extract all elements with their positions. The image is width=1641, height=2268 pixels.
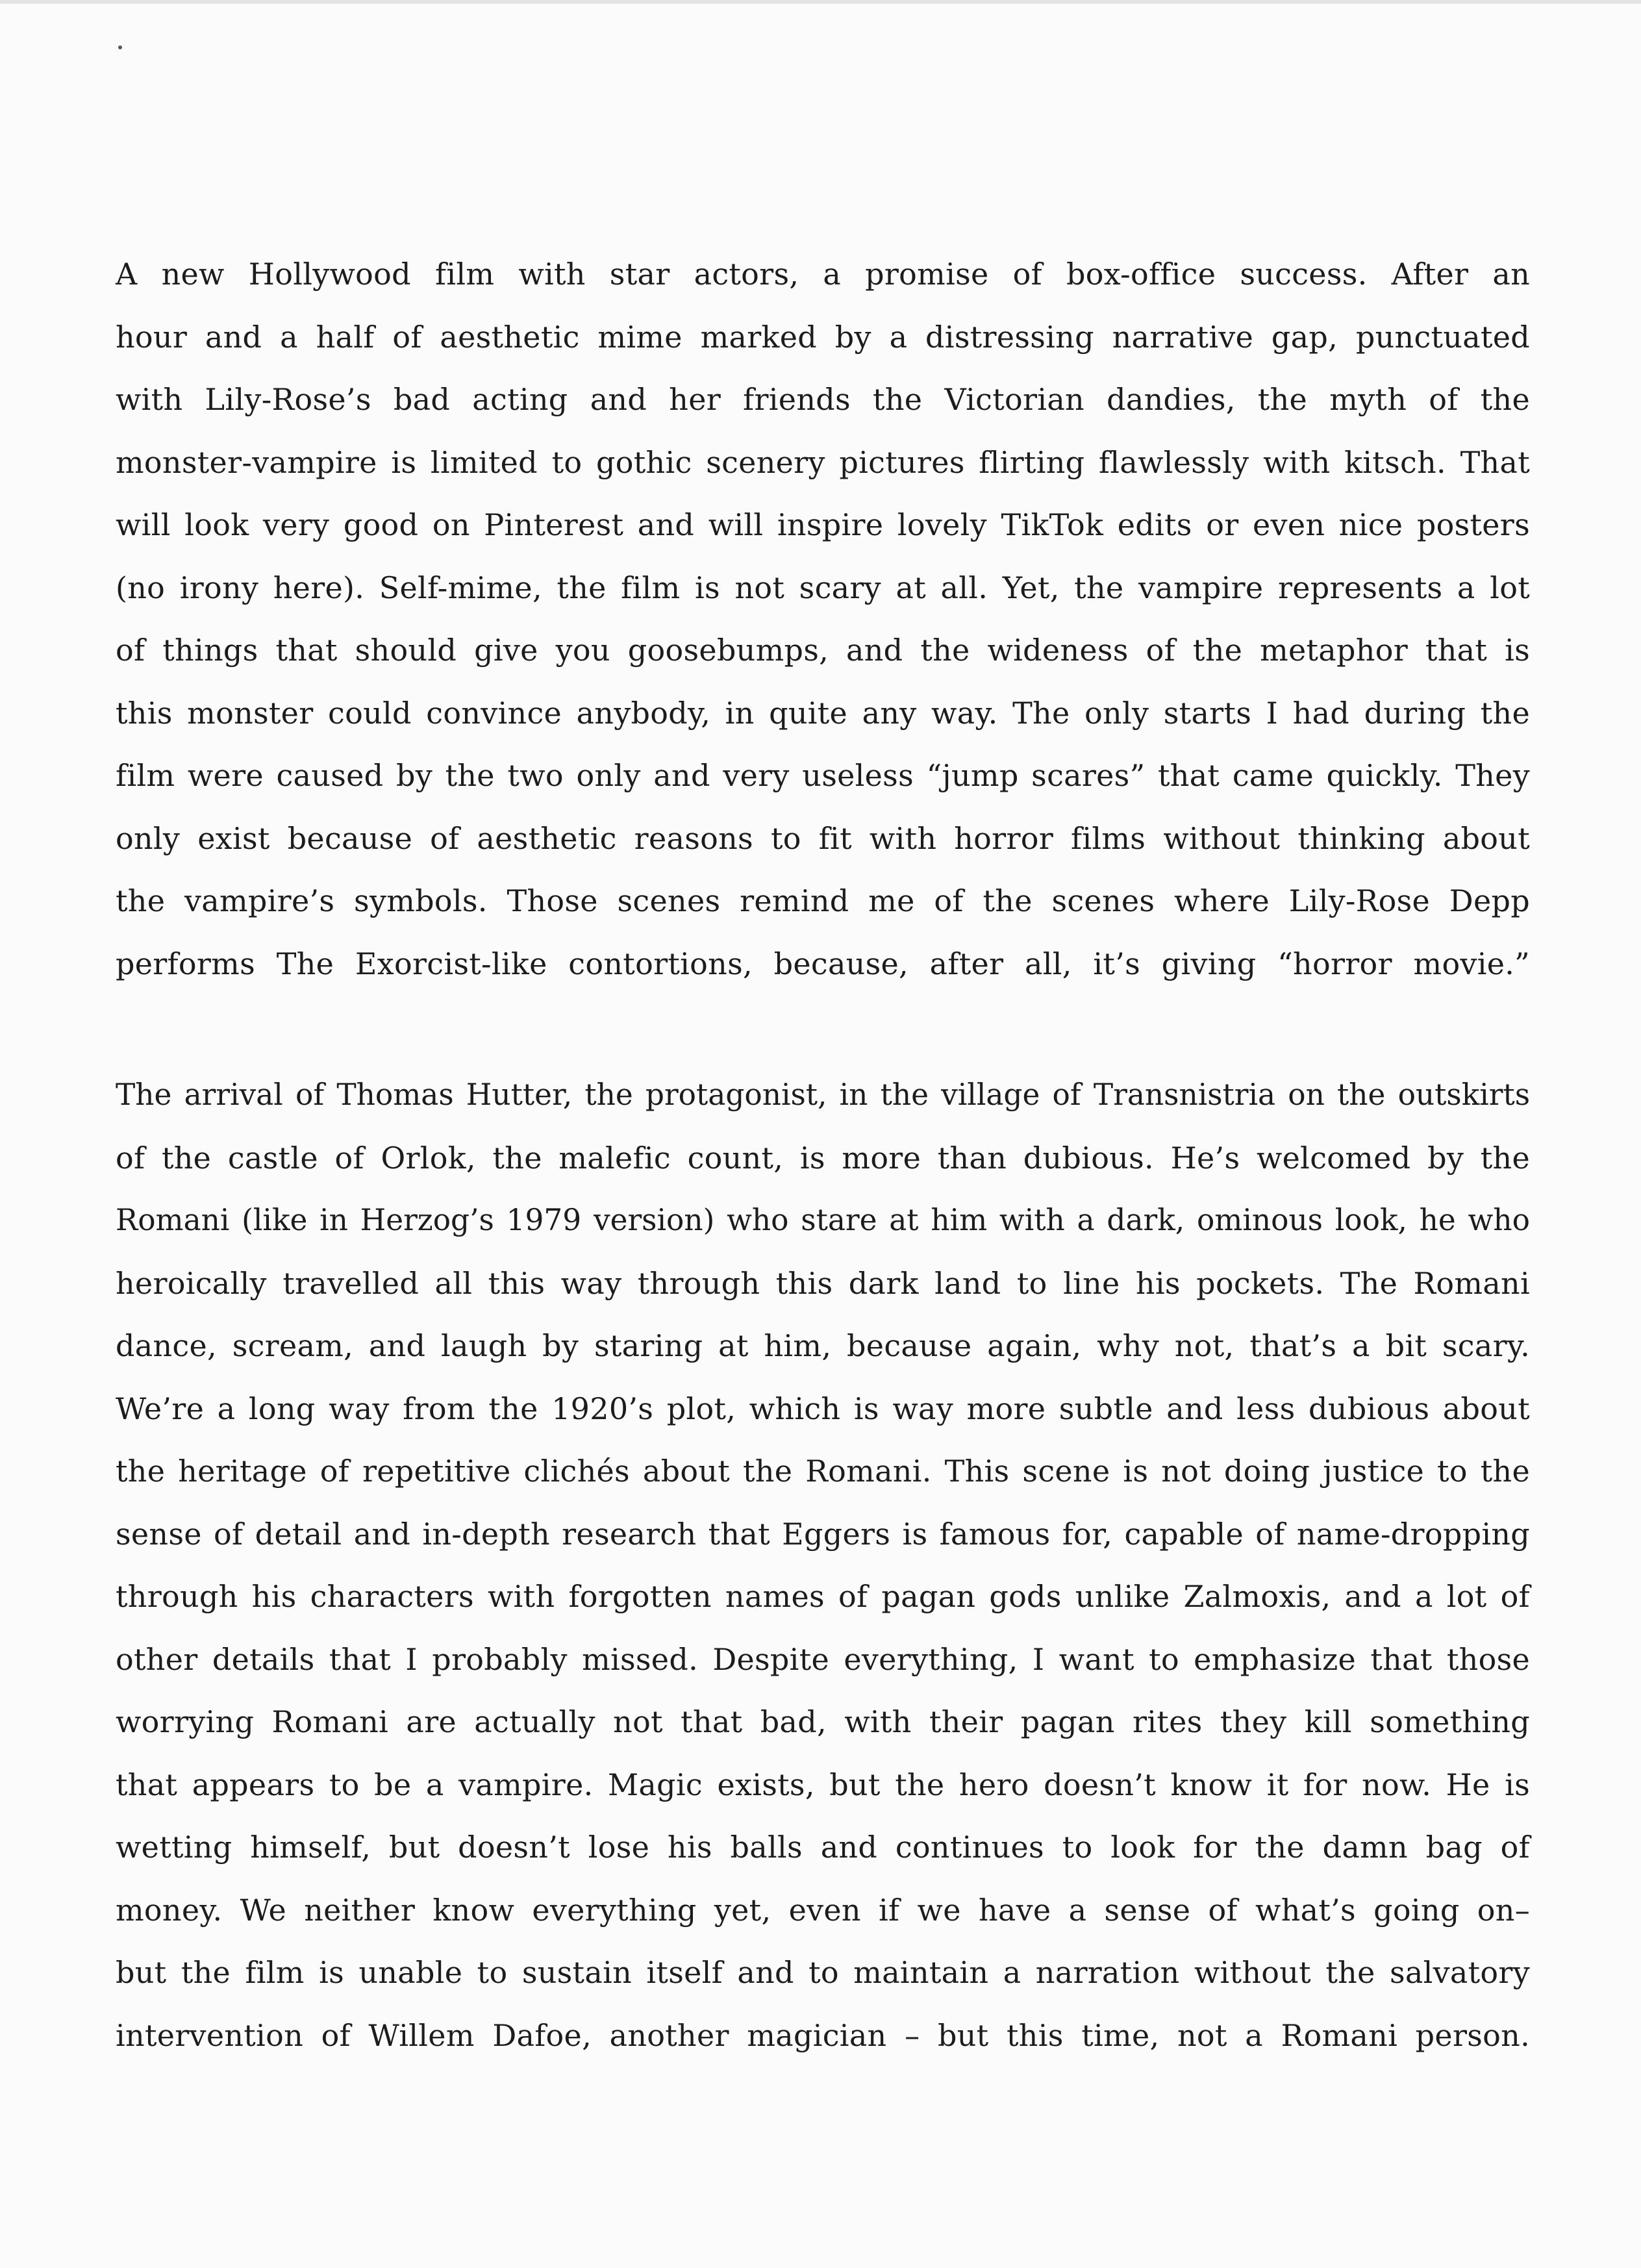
text-line: intervention of Willem Dafoe, another magician – but this time, not a Romani person. [116, 2017, 1530, 2053]
text-line: sense of detail and in-depth research that Eggers is famous for, capable of name-dropping [116, 1516, 1530, 1552]
text-line: performs The Exorcist-like contortions, because, after all, it’s giving “horror movie.” [116, 946, 1530, 981]
text-line: The arrival of Thomas Hutter, the protagonist, in the village of Transnistria on the outskirts [116, 1077, 1530, 1112]
text-line: wetting himself, but doesn’t lose his balls and continues to look for the damn bag of [116, 1830, 1530, 1865]
text-line: A new Hollywood film with star actors, a promise of box-office success. After an [116, 257, 1530, 292]
text-line: the vampire’s symbols. Those scenes remind me of the scenes where Lily-Rose Depp [116, 883, 1530, 918]
text-line: film were caused by the two only and very useless “jump scares” that came quickly. They [116, 758, 1530, 793]
text-line: with Lily-Rose’s bad acting and her friends the Victorian dandies, the myth of the [116, 382, 1530, 417]
text-line: other details that I probably missed. Despite everything, I want to emphasize that those [116, 1641, 1530, 1677]
paragraph-2 [116, 1064, 1530, 2067]
text-line: of things that should give you goosebumps, and the wideness of the metaphor that is [116, 633, 1530, 668]
text-line: We’re a long way from the 1920’s plot, which is way more subtle and less dubious about [116, 1391, 1530, 1426]
text-line: money. We neither know everything yet, even if we have a sense of what’s going on– [116, 1892, 1530, 1928]
text-line: of the castle of Orlok, the malefic count, is more than dubious. He’s welcomed by the [116, 1140, 1530, 1176]
text-line: that appears to be a vampire. Magic exists, but the hero doesn’t know it for now. He is [116, 1767, 1530, 1802]
scan-edge [0, 0, 1641, 4]
text-line: this monster could convince anybody, in quite any way. The only starts I had during the [116, 695, 1530, 731]
text-line: worrying Romani are actually not that bad, with their pagan rites they kill something [116, 1704, 1530, 1739]
paragraph-1 [116, 243, 1530, 995]
text-line: but the film is unable to sustain itself and to maintain a narration without the salvatory [116, 1955, 1530, 1990]
ink-speck [118, 45, 122, 49]
text-line: hour and a half of aesthetic mime marked by a distressing narrative gap, punctuated [116, 319, 1530, 355]
text-line: monster-vampire is limited to gothic scenery pictures flirting flawlessly with kitsch. That [116, 444, 1530, 480]
text-line: will look very good on Pinterest and will inspire lovely TikTok edits or even nice posters [116, 507, 1530, 542]
text-line: only exist because of aesthetic reasons to fit with horror films without thinking about [116, 820, 1530, 856]
text-line: dance, scream, and laugh by staring at him, because again, why not, that’s a bit scary. [116, 1328, 1530, 1363]
text-line: through his characters with forgotten names of pagan gods unlike Zalmoxis, and a lot of [116, 1579, 1530, 1614]
text-line: the heritage of repetitive clichés about the Romani. This scene is not doing justice to the [116, 1454, 1530, 1489]
text-line: heroically travelled all this way through this dark land to line his pockets. The Romani [116, 1265, 1530, 1301]
text-line: (no irony here). Self-mime, the film is not scary at all. Yet, the vampire represents a lot [116, 570, 1530, 605]
text-line: Romani (like in Herzog’s 1979 version) who stare at him with a dark, ominous look, he who [116, 1203, 1530, 1237]
